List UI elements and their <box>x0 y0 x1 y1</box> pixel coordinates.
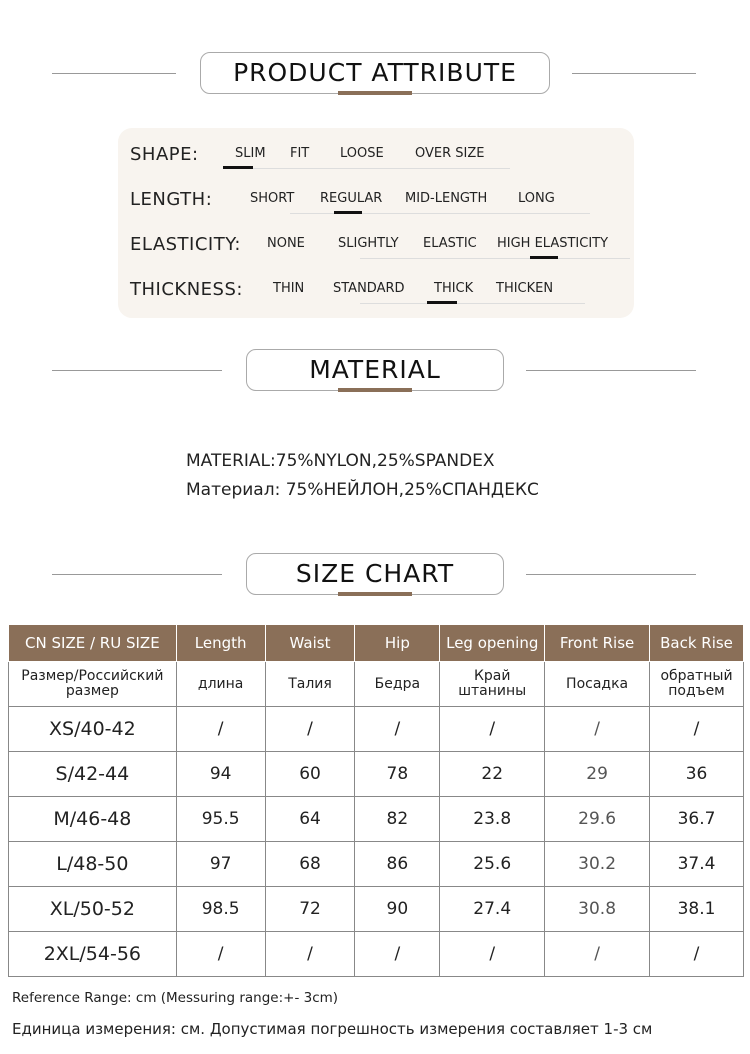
column-header-ru: длина <box>176 662 265 707</box>
selected-indicator <box>427 301 457 304</box>
table-cell: / <box>176 932 265 977</box>
attribute-option: NONE <box>267 236 305 251</box>
table-row <box>9 932 744 977</box>
table-cell: 25.6 <box>440 842 545 887</box>
table-cell: 30.2 <box>545 842 650 887</box>
table-cell: 22 <box>440 752 545 797</box>
table-cell: 60 <box>265 752 355 797</box>
table-cell: / <box>440 707 545 752</box>
attribute-panel <box>118 128 634 318</box>
attribute-option: SHORT <box>250 191 295 206</box>
table-cell: 29 <box>545 752 650 797</box>
table-cell: 36.7 <box>650 797 744 842</box>
column-header-ru: Размер/Российский размер <box>9 662 177 707</box>
column-header-ru: Край штанины <box>440 662 545 707</box>
table-cell: 29.6 <box>545 797 650 842</box>
table-cell: 38.1 <box>650 887 744 932</box>
attribute-option: ELASTIC <box>423 236 477 251</box>
column-header-ru: обратный подъем <box>650 662 744 707</box>
attribute-option: THICK <box>434 281 474 296</box>
attribute-option: SLIM <box>235 146 266 161</box>
table-cell: / <box>650 932 744 977</box>
attribute-label: ELASTICITY: <box>130 234 241 255</box>
table-cell: / <box>545 707 650 752</box>
column-header: Hip <box>355 625 440 662</box>
column-header: Waist <box>265 625 355 662</box>
table-row <box>9 887 744 932</box>
section-header-material <box>0 349 750 393</box>
table-cell: 86 <box>355 842 440 887</box>
column-header: CN SIZE / RU SIZE <box>9 625 177 662</box>
column-header: Length <box>176 625 265 662</box>
attribute-label: SHAPE: <box>130 144 199 165</box>
table-cell: 30.8 <box>545 887 650 932</box>
column-header-ru: Талия <box>265 662 355 707</box>
table-row <box>9 707 744 752</box>
table-cell: 82 <box>355 797 440 842</box>
table-row <box>9 842 744 887</box>
section-header-size-chart <box>0 553 750 597</box>
reference-range-en: Reference Range: cm (Messuring range:+- 3cm) <box>12 990 339 1006</box>
selected-indicator <box>334 211 362 214</box>
table-cell: / <box>545 932 650 977</box>
column-header-ru: Посадка <box>545 662 650 707</box>
table-cell: 36 <box>650 752 744 797</box>
table-cell: / <box>355 932 440 977</box>
table-cell: XS/40-42 <box>9 707 177 752</box>
attribute-option: FIT <box>290 146 310 161</box>
material-en: MATERIAL:75%NYLON,25%SPANDEX <box>186 451 495 471</box>
table-cell: / <box>265 707 355 752</box>
table-cell: 23.8 <box>440 797 545 842</box>
table-cell: / <box>355 707 440 752</box>
column-header-ru: Бедра <box>355 662 440 707</box>
attribute-option: MID-LENGTH <box>405 191 488 206</box>
table-cell: XL/50-52 <box>9 887 177 932</box>
table-cell: M/46-48 <box>9 797 177 842</box>
attribute-option: THIN <box>273 281 305 296</box>
selected-indicator <box>223 166 253 169</box>
attribute-label: LENGTH: <box>130 189 213 210</box>
attribute-option: HIGH ELASTICITY <box>497 236 609 251</box>
section-title: MATERIAL <box>309 355 441 384</box>
table-cell: 98.5 <box>176 887 265 932</box>
table-cell: / <box>176 707 265 752</box>
table-cell: / <box>265 932 355 977</box>
table-cell: 64 <box>265 797 355 842</box>
attribute-option: THICKEN <box>496 281 554 296</box>
section-title: PRODUCT ATTRIBUTE <box>233 58 517 87</box>
table-cell: 27.4 <box>440 887 545 932</box>
attribute-option: LOOSE <box>340 146 384 161</box>
size-chart-table <box>8 624 744 977</box>
column-header: Back Rise <box>650 625 744 662</box>
attribute-label: THICKNESS: <box>130 279 243 300</box>
material-ru: Материал: 75%НЕЙЛОН,25%СПАНДЕКС <box>186 480 539 500</box>
table-cell: / <box>440 932 545 977</box>
table-cell: 37.4 <box>650 842 744 887</box>
table-cell: / <box>650 707 744 752</box>
table-cell: 95.5 <box>176 797 265 842</box>
table-cell: 72 <box>265 887 355 932</box>
section-title: SIZE CHART <box>295 559 455 588</box>
table-cell: 90 <box>355 887 440 932</box>
attribute-option: SLIGHTLY <box>338 236 399 251</box>
table-cell: S/42-44 <box>9 752 177 797</box>
table-cell: 78 <box>355 752 440 797</box>
attribute-option: LONG <box>518 191 555 206</box>
table-cell: L/48-50 <box>9 842 177 887</box>
table-row <box>9 752 744 797</box>
selected-indicator <box>530 256 558 259</box>
table-cell: 68 <box>265 842 355 887</box>
attribute-option: REGULAR <box>320 191 383 206</box>
table-row <box>9 797 744 842</box>
column-header: Leg opening <box>440 625 545 662</box>
section-header-attribute <box>0 52 750 96</box>
table-cell: 2XL/54-56 <box>9 932 177 977</box>
table-cell: 94 <box>176 752 265 797</box>
column-header: Front Rise <box>545 625 650 662</box>
reference-range-ru: Единица измерения: см. Допустимая погрешность измерения составляет 1-3 см <box>12 1020 653 1038</box>
attribute-option: OVER SIZE <box>415 146 485 161</box>
attribute-option: STANDARD <box>333 281 405 296</box>
table-cell: 97 <box>176 842 265 887</box>
